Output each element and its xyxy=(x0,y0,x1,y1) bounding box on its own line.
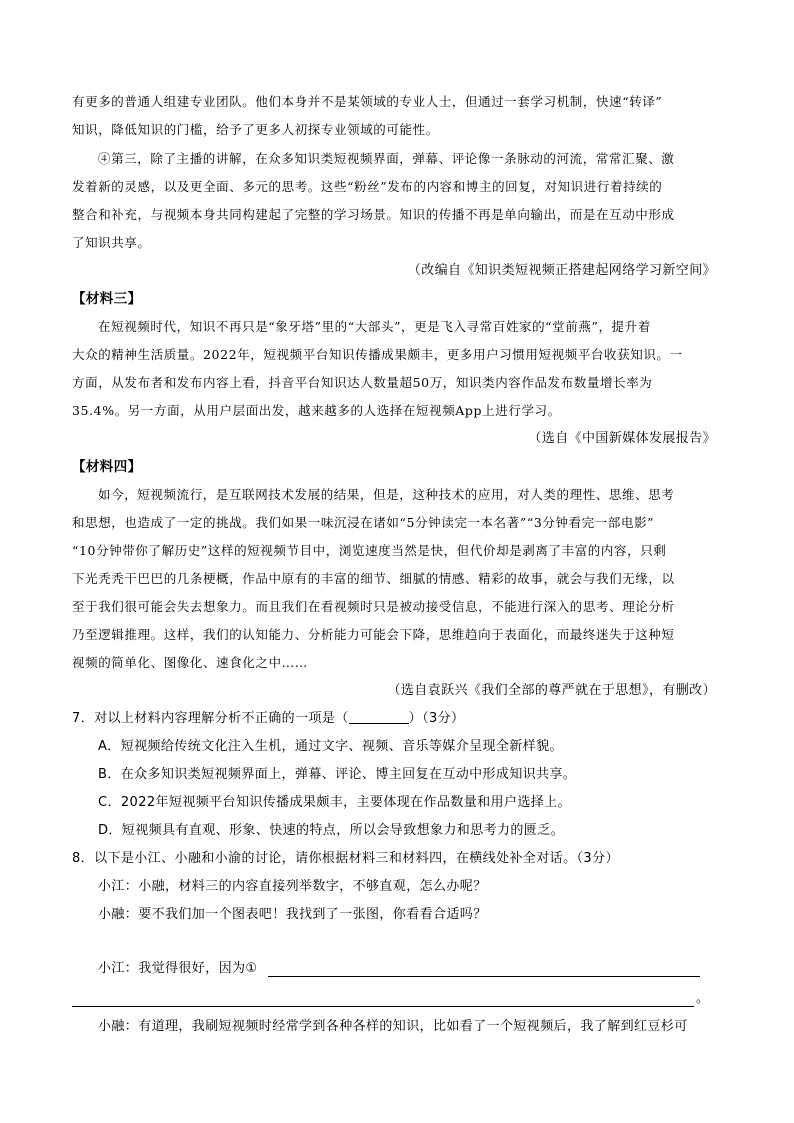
paragraph-line: 发着新的灵感，以及更全面、多元的思考。这些“粉丝”发布的内容和博主的回复，对知识进行着持续的 xyxy=(72,179,663,194)
paragraph-line: ④第三，除了主播的讲解，在众多知识类短视频界面，弹幕、评论像一条脉动的河流，常常汇聚、激 xyxy=(98,151,675,166)
question-7-stem xyxy=(72,710,464,728)
answer-line[interactable] xyxy=(268,976,700,977)
paragraph-line: 如今，短视频流行，是互联网技术发展的结果，但是，这种技术的应用，对人类的理性、思维、思考 xyxy=(98,487,675,502)
paragraph-line: 知识，降低知识的门槛，给予了更多人初探专业领域的可能性。 xyxy=(72,122,439,137)
paragraph-line: 和思想，也造成了一定的挑战。我们如果一味沉浸在诸如“5分钟读完一本名著”“3分钟看完一部电影” xyxy=(72,515,655,530)
question-7-score: ）（3分） xyxy=(408,711,465,726)
dialogue-line: 小江：小融，材料三的内容直接列举数字，不够直观，怎么办呢？ xyxy=(98,879,487,894)
source-citation: （选自袁跃兴《我们全部的尊严就在于思想》，有删改） xyxy=(387,683,716,698)
option-d: D．短视频具有直观、形象、快速的特点，所以会导致想象力和思考力的匮乏。 xyxy=(98,823,565,838)
question-7-stem-text: 7．对以上材料内容理解分析不正确的一项是（ xyxy=(72,711,349,726)
period-mark: 。 xyxy=(696,991,710,1006)
answer-line[interactable] xyxy=(72,1006,694,1007)
material4-heading: 【材料四】 xyxy=(72,459,142,475)
paragraph-line: 在短视频时代，知识不再只是“象牙塔”里的“大部头”，更是飞入寻常百姓家的“堂前燕”，提升着 xyxy=(98,319,651,334)
question-8-stem: 8．以下是小江、小融和小渝的讨论，请你根据材料三和材料四，在横线处补全对话。（3分） xyxy=(72,851,619,866)
option-c: C．2022年短视频平台知识传播成果颇丰，主要体现在作品数量和用户选择上。 xyxy=(98,795,571,810)
option-a: A．短视频给传统文化注入生机，通过文字、视频、音乐等媒介呈现全新样貌。 xyxy=(98,739,563,754)
paragraph-line: 至于我们很可能会失去想象力。而且我们在看视频时只是被动接受信息，不能进行深入的思考、理论分析 xyxy=(72,599,675,614)
paragraph-line: 35.4%。另一方面，从用户层面出发，越来越多的人选择在短视频App上进行学习。 xyxy=(72,403,561,418)
paragraph-line: 下光秃秃干巴巴的几条梗概，作品中原有的丰富的细节、细腻的情感、精彩的故事，就会与我们无缘，以 xyxy=(72,571,675,586)
paragraph-line: 大众的精神生活质量。2022年，短视频平台知识传播成果颇丰，更多用户习惯用短视频平台收获知识。一 xyxy=(72,347,683,362)
source-citation: （改编自《知识类短视频正搭建起网络学习新空间》 xyxy=(407,263,716,278)
dialogue-line: 小融：要不我们加一个图表吧！我找到了一张图，你看看合适吗？ xyxy=(98,907,487,922)
answer-blank[interactable] xyxy=(349,710,409,724)
dialogue-line: 小江：我觉得很好，因为① xyxy=(98,961,258,976)
paragraph-line: 方面，从发布者和发布内容上看，抖音平台知识达人数量超50万，知识类内容作品发布数量增长率为 xyxy=(72,375,653,390)
paragraph-line: 整合和补充，与视频本身共同构建起了完整的学习场景。知识的传播不再是单向输出，而是在互动中形成 xyxy=(72,207,675,222)
paragraph-line: 乃至逻辑推理。这样，我们的认知能力、分析能力可能会下降，思维趋向于表面化，而最终迷失于这种短 xyxy=(72,627,675,642)
source-citation: （选自《中国新媒体发展报告》 xyxy=(528,431,716,446)
dialogue-line: 小融：有道理，我刷短视频时经常学到各种各样的知识，比如看了一个短视频后，我了解到红豆杉可 xyxy=(98,1019,688,1034)
option-b: B．在众多知识类短视频界面上，弹幕、评论、博主回复在互动中形成知识共享。 xyxy=(98,767,577,782)
paragraph-line: 视频的简单化、图像化、速食化之中…… xyxy=(72,655,308,670)
paragraph-line: 有更多的普通人组建专业团队。他们本身并不是某领域的专业人士，但通过一套学习机制，快速“转译” xyxy=(72,94,663,109)
paragraph-line: 了知识共享。 xyxy=(72,235,151,250)
material3-heading: 【材料三】 xyxy=(72,291,142,307)
paragraph-line: “10分钟带你了解历史”这样的短视频节目中，浏览速度当然是快，但代价却是剥离了丰富的内容，只剩 xyxy=(72,543,667,558)
